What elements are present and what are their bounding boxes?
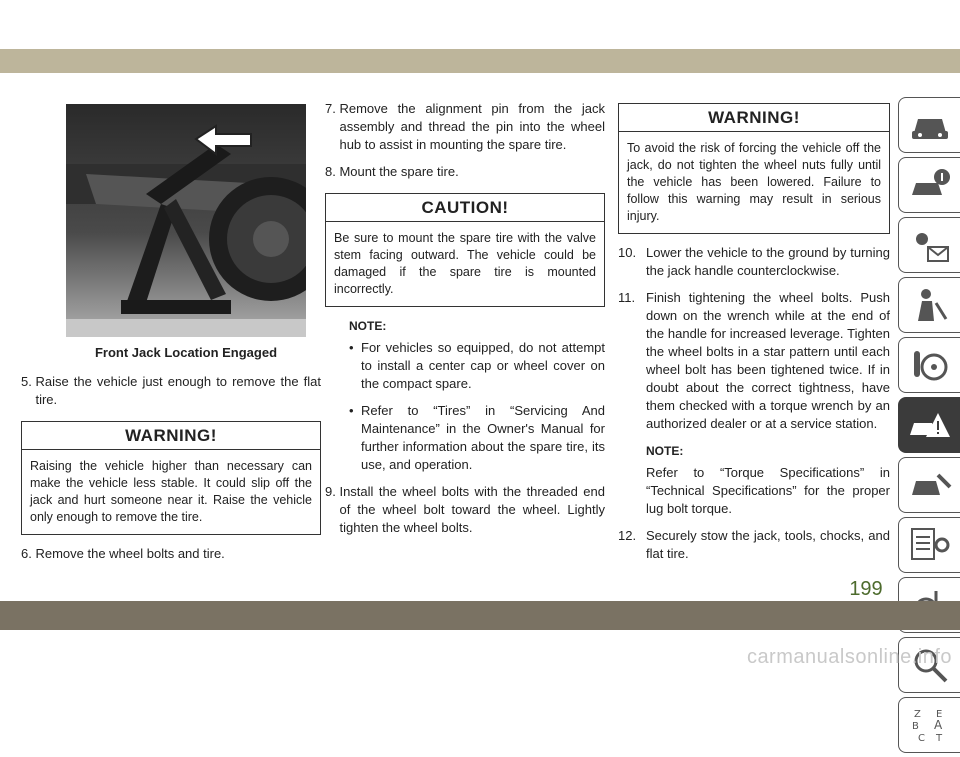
step-11	[618, 289, 890, 433]
note-label: NOTE:	[349, 319, 387, 333]
tab-specifications[interactable]	[898, 517, 960, 573]
index-letter-e: E	[935, 709, 942, 720]
caution-text: Be sure to mount the spare tire with the valve stem facing outward. The vehicle could be damaged if the spare tire is mounted incorrectly.	[334, 231, 596, 296]
index-letter-z: Z	[913, 709, 921, 720]
note-bullet	[349, 339, 605, 393]
bullet-dot: •	[349, 403, 354, 418]
tab-emergencies[interactable]	[898, 397, 960, 453]
checklist-gear-icon	[908, 525, 952, 565]
index-letter-c: C	[917, 733, 925, 744]
column-1	[21, 373, 321, 572]
bullet-text: Refer to “Tires” in “Servicing And Maintenance” in the Owner's Manual for further information about the spare tire, its use, and operation.	[361, 403, 605, 472]
jack-photo	[66, 104, 306, 337]
step-text: Securely stow the jack, tools, chocks, and flat tire.	[646, 528, 890, 561]
caution-box	[325, 193, 605, 307]
step-7	[325, 100, 605, 154]
index-letter-b: B	[911, 721, 919, 732]
note-text: Refer to “Torque Specifications” in “Technical Specifications” for the proper lug bolt torque.	[646, 465, 890, 516]
top-color-bar	[0, 49, 960, 73]
tab-index[interactable]	[898, 697, 960, 753]
tab-starting[interactable]	[898, 337, 960, 393]
warning-title: WARNING!	[22, 422, 320, 450]
index-letters-icon	[908, 705, 952, 745]
note-label: NOTE:	[646, 444, 684, 458]
warning-box	[21, 421, 321, 535]
note-bullet	[349, 402, 605, 474]
step-text: Finish tightening the wheel bolts. Push down on the wrench while at the end of the handle for increased leverage. Tighten the wheel bolts in a star pattern until each wheel bolt has been tightened twice. If in doubt about the correct tightness, have them checked with a torque wrench by an authorized dealer or at a service station.	[646, 290, 890, 431]
step-text: Lower the vehicle to the ground by turning the jack handle counterclockwise.	[646, 245, 890, 278]
car-warning-icon	[908, 405, 952, 445]
step-number: 6.	[21, 546, 36, 561]
step-text: Remove the wheel bolts and tire.	[35, 546, 225, 561]
figure-caption: Front Jack Location Engaged	[94, 345, 278, 360]
step-number: 8.	[325, 164, 340, 179]
column-3	[618, 103, 890, 572]
tab-getting-to-know[interactable]	[898, 97, 960, 153]
car-info-icon	[908, 165, 952, 205]
index-letter-a: A	[933, 718, 942, 732]
page-number: 199	[849, 578, 883, 600]
caution-title: CAUTION!	[326, 194, 604, 222]
step-10	[618, 244, 890, 280]
step-text: Install the wheel bolts with the threaded end of the wheel bolt toward the wheel. Lightly tighten the wheel bolts.	[339, 484, 605, 535]
step-number: 11.	[618, 290, 636, 305]
step-9	[325, 483, 605, 537]
bullet-text: For vehicles so equipped, do not attempt to install a center cap or wheel cover on the compact spare.	[361, 340, 605, 391]
tab-servicing[interactable]	[898, 457, 960, 513]
step-12	[618, 527, 890, 563]
step-number: 9.	[325, 484, 340, 499]
step-number: 7.	[325, 101, 340, 116]
column-2	[325, 100, 605, 546]
steering-wheel-icon	[908, 345, 952, 385]
car-wrench-icon	[908, 465, 952, 505]
step-5	[21, 373, 321, 409]
step-text: Remove the alignment pin from the jack assembly and thread the pin into the wheel hub to assist in mounting the spare tire.	[339, 101, 605, 152]
step-text: Raise the vehicle just enough to remove the flat tire.	[35, 374, 321, 407]
step-number: 10.	[618, 245, 637, 260]
bullet-dot: •	[349, 340, 354, 355]
warning-text: Raising the vehicle higher than necessary can make the vehicle less stable. It could slip off the jack and hurt someone near it. Raise the vehicle only enough to remove the tire.	[30, 459, 312, 524]
step-number: 5.	[21, 374, 36, 389]
step-8	[325, 163, 605, 181]
step-6	[21, 545, 321, 563]
footer-watermark: carmanualsonline.info	[746, 646, 952, 668]
tab-vehicle-info[interactable]	[898, 157, 960, 213]
index-letter-t: T	[935, 733, 942, 744]
person-icon	[908, 285, 952, 325]
bottom-color-bar	[0, 601, 960, 630]
tab-dashboard[interactable]	[898, 217, 960, 273]
warning-title: WARNING!	[619, 104, 889, 132]
tab-safety[interactable]	[898, 277, 960, 333]
step-text: Mount the spare tire.	[339, 164, 459, 179]
car-front-icon	[908, 105, 952, 145]
warning-box	[618, 103, 890, 234]
step-number: 12.	[618, 528, 637, 543]
dashboard-lights-icon	[908, 225, 952, 265]
warning-text: To avoid the risk of forcing the vehicle off the jack, do not tighten the wheel nuts fully until the vehicle has been lowered. Failure to follow this warning may result in serious injury.	[627, 141, 881, 223]
jack-illustration	[66, 104, 306, 337]
